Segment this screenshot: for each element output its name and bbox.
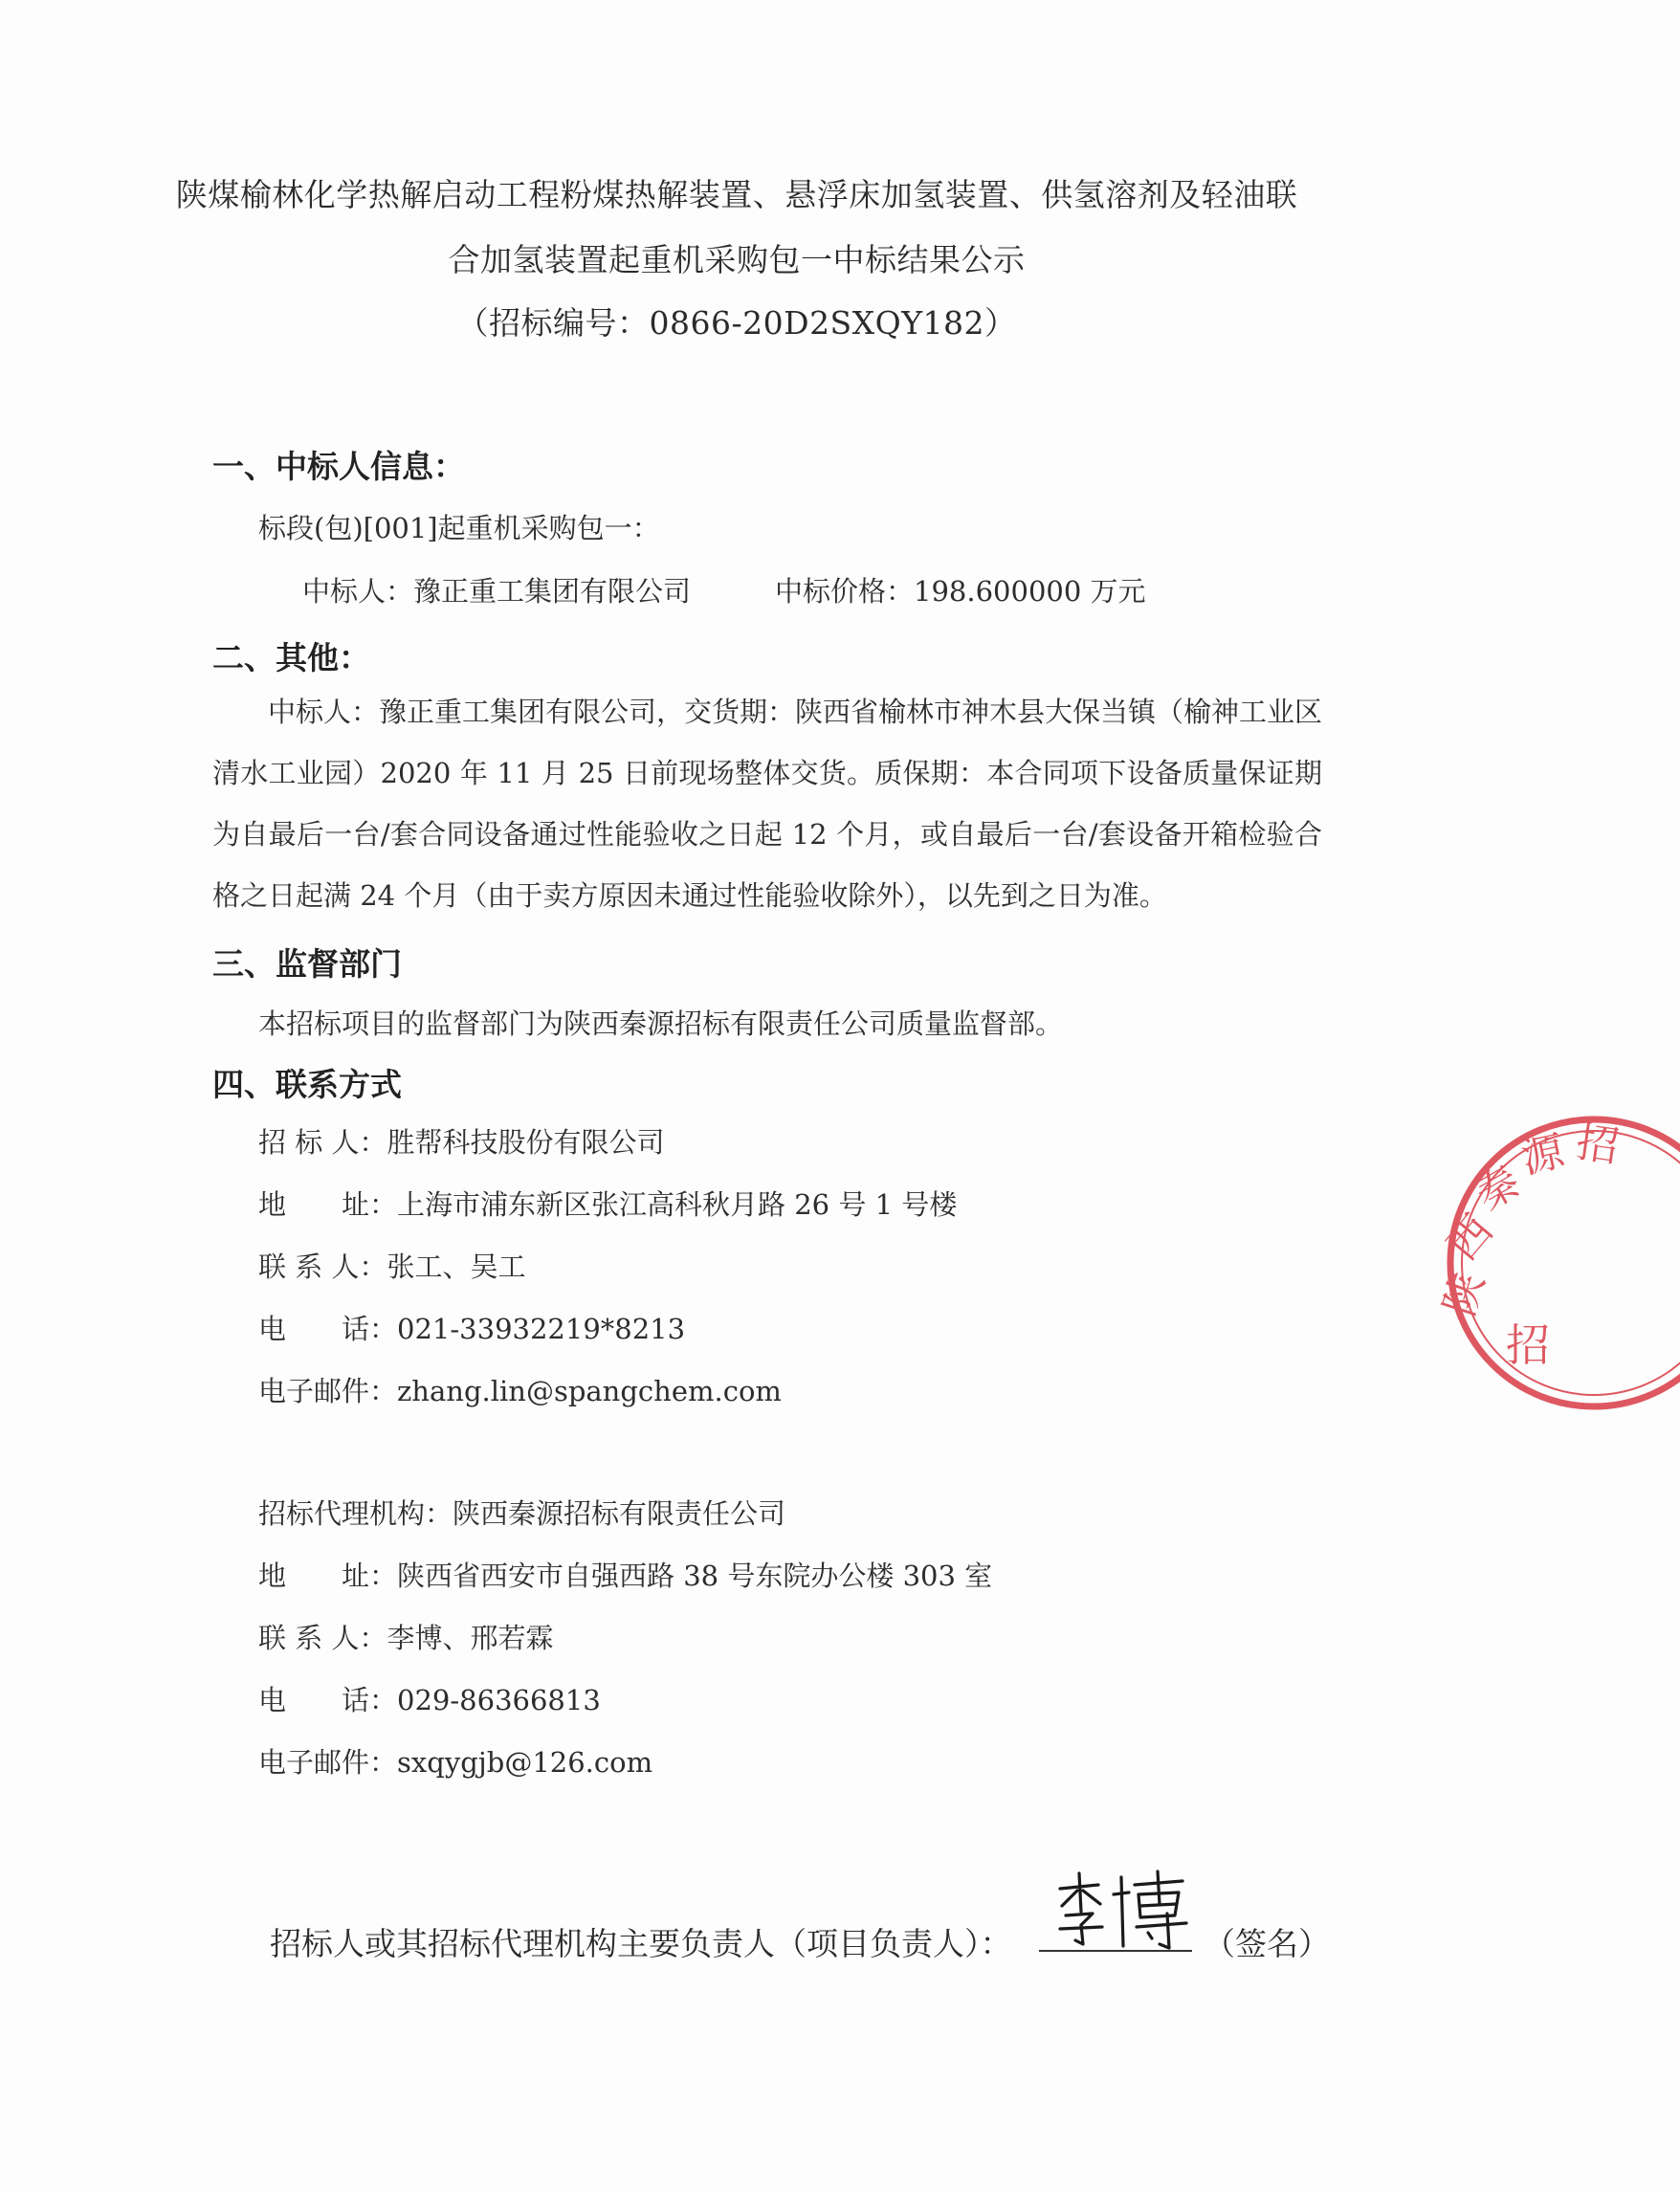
agency-contact: 李博、邢若霖 bbox=[387, 1622, 554, 1654]
tenderer-address: 上海市浦东新区张江高科秋月路 26 号 1 号楼 bbox=[397, 1188, 958, 1221]
tenderer-phone-row bbox=[258, 1308, 685, 1347]
signature-prefix: 招标人或其招标代理机构主要负责人（项目负责人）： bbox=[270, 1925, 1012, 1962]
tenderer-phone: 021-33932219*8213 bbox=[397, 1313, 686, 1345]
agency-phone: 029-86366813 bbox=[397, 1684, 601, 1716]
winner-label: 中标人： bbox=[302, 575, 414, 608]
tenderer-email-row bbox=[258, 1370, 782, 1409]
title-line-3: （招标编号：0866-20D2SXQY182） bbox=[456, 304, 1017, 342]
winner-name: 豫正重工集团有限公司 bbox=[413, 575, 692, 608]
tenderer-contact-row bbox=[258, 1246, 525, 1285]
agency-name-label: 招标代理机构： bbox=[258, 1497, 453, 1530]
agency-contact-row bbox=[258, 1617, 553, 1656]
tenderer-name-label: 招 标 人： bbox=[258, 1126, 387, 1159]
agency-email-row bbox=[258, 1741, 652, 1781]
seal-char-5: 招 bbox=[1573, 1118, 1623, 1173]
section-2-heading: 二、其他： bbox=[212, 639, 370, 676]
section-4-heading: 四、联系方式 bbox=[212, 1066, 402, 1103]
signature-suffix: （签名） bbox=[1204, 1925, 1330, 1962]
agency-name-row bbox=[258, 1493, 785, 1532]
seal-char-1: 陕 bbox=[1434, 1266, 1495, 1322]
agency-name: 陕西秦源招标有限责任公司 bbox=[453, 1497, 786, 1530]
price-label: 中标价格： bbox=[775, 575, 915, 608]
tenderer-phone-label: 电 话： bbox=[258, 1313, 398, 1345]
agency-email[interactable]: sxqygjb@126.com bbox=[397, 1746, 653, 1779]
section-2-body: 中标人：豫正重工集团有限公司，交货期：陕西省榆林市神木县大保当镇（榆神工业区清水工业园）2020 年 11 月 25 日前现场整体交货。质保期：本合同项下设备质量保证期为自最后一台/套合同设备通过性能验收之日起 12 个月，或自最后一台/套设备开箱检验合格之日起满 24 个月（由于卖方原因未通过性能验收除外），以先到之日为准。 bbox=[212, 696, 1323, 912]
tenderer-address-row bbox=[258, 1184, 957, 1223]
agency-phone-label: 电 话： bbox=[258, 1684, 398, 1716]
signature-underline bbox=[1039, 1950, 1192, 1952]
tenderer-contact: 张工、吴工 bbox=[387, 1250, 526, 1283]
seal-char-4: 源 bbox=[1516, 1126, 1569, 1184]
tenderer-address-label: 地 址： bbox=[258, 1188, 398, 1221]
seal-char-3: 秦 bbox=[1468, 1157, 1529, 1221]
agency-address-row bbox=[258, 1555, 992, 1594]
tenderer-email-label: 电子邮件： bbox=[258, 1375, 398, 1407]
tenderer-email[interactable]: zhang.lin@spangchem.com bbox=[397, 1375, 782, 1407]
tenderer-name-row bbox=[258, 1121, 664, 1161]
agency-address: 陕西省西安市自强西路 38 号东院办公楼 303 室 bbox=[397, 1560, 993, 1592]
price-line bbox=[775, 570, 1146, 609]
agency-address-label: 地 址： bbox=[258, 1560, 398, 1592]
tenderer-name: 胜帮科技股份有限公司 bbox=[387, 1126, 665, 1159]
price-value: 198.600000 万元 bbox=[914, 575, 1146, 608]
seal-char-2: 西 bbox=[1438, 1206, 1503, 1271]
seal-char-6: 招 bbox=[1506, 1319, 1550, 1371]
winner-line bbox=[302, 570, 691, 609]
section-3-heading: 三、监督部门 bbox=[212, 945, 402, 983]
agency-phone-row bbox=[258, 1679, 601, 1718]
agency-contact-label: 联 系 人： bbox=[258, 1622, 387, 1654]
agency-email-label: 电子邮件： bbox=[258, 1746, 398, 1779]
handwritten-signature bbox=[1049, 1866, 1192, 1952]
title-line-2: 合加氢装置起重机采购包一中标结果公示 bbox=[448, 241, 1026, 278]
title-line-1: 陕煤榆林化学热解启动工程粉煤热解装置、悬浮床加氢装置、供氢溶剂及轻油联 bbox=[175, 176, 1298, 213]
package-line: 标段(包)[001]起重机采购包一： bbox=[258, 512, 660, 544]
official-seal-stamp bbox=[1431, 1110, 1680, 1416]
section-1-heading: 一、中标人信息： bbox=[212, 448, 465, 485]
section-3-body: 本招标项目的监督部门为陕西秦源招标有限责任公司质量监督部。 bbox=[258, 1007, 1064, 1040]
tenderer-contact-label: 联 系 人： bbox=[258, 1250, 387, 1283]
